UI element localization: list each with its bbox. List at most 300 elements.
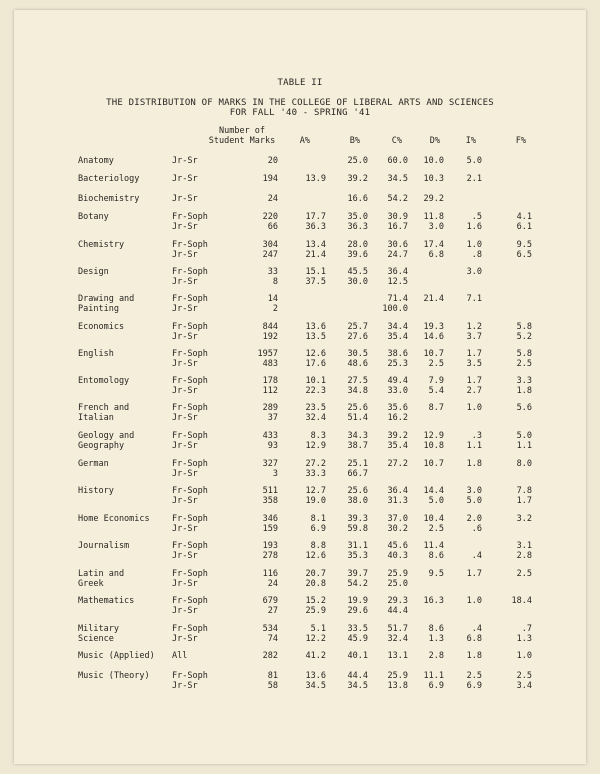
value-b: 39.3 bbox=[347, 514, 368, 524]
table-subtitle: FOR FALL '40 - SPRING '41 bbox=[229, 108, 371, 118]
cell-c bbox=[364, 569, 408, 589]
class-group-value: Fr-Soph bbox=[172, 294, 208, 304]
value-a: 22.3 bbox=[305, 386, 326, 396]
class-group-value: Jr-Sr bbox=[172, 496, 198, 506]
header-f: F% bbox=[515, 136, 526, 146]
value-n: 844 bbox=[262, 322, 278, 332]
value-b: 45.9 bbox=[347, 634, 368, 644]
cell-n bbox=[228, 624, 278, 644]
class-group-value: Fr-Soph bbox=[172, 596, 208, 606]
value-c: 100.0 bbox=[382, 304, 408, 314]
subject-name bbox=[78, 240, 178, 250]
value-a: 19.0 bbox=[305, 496, 326, 506]
value-f bbox=[490, 469, 532, 479]
class-group bbox=[172, 349, 232, 369]
cell-a bbox=[280, 267, 326, 287]
value-n: 483 bbox=[262, 359, 278, 369]
value-a: 12.6 bbox=[305, 349, 326, 359]
value-i bbox=[446, 413, 482, 423]
class-group-value: Jr-Sr bbox=[172, 174, 198, 184]
value-b: 36.3 bbox=[347, 222, 368, 232]
value-a: 12.9 bbox=[305, 441, 326, 451]
value-d: 2.8 bbox=[428, 651, 444, 661]
value-i bbox=[446, 469, 482, 479]
value-d: 8.6 bbox=[428, 624, 444, 634]
value-a: 27.2 bbox=[305, 459, 326, 469]
value-n: 81 bbox=[267, 671, 278, 681]
value-n: 679 bbox=[262, 596, 278, 606]
value-f bbox=[490, 267, 532, 277]
value-c: 31.3 bbox=[387, 496, 408, 506]
subject-line: Italian bbox=[78, 413, 114, 423]
value-i bbox=[446, 606, 482, 616]
class-group-value: Fr-Soph bbox=[172, 212, 208, 222]
value-d: 14.6 bbox=[423, 332, 444, 342]
value-d: 8.7 bbox=[428, 403, 444, 413]
value-d: 6.8 bbox=[428, 250, 444, 260]
value-f bbox=[490, 579, 532, 589]
value-n: 37 bbox=[267, 413, 278, 423]
value-f: 4.1 bbox=[516, 212, 532, 222]
value-a: 17.6 bbox=[305, 359, 326, 369]
value-b: 30.0 bbox=[347, 277, 368, 287]
value-d bbox=[404, 579, 444, 589]
value-a: 23.5 bbox=[305, 403, 326, 413]
value-d: 19.3 bbox=[423, 322, 444, 332]
subject-line: Bacteriology bbox=[78, 174, 140, 184]
cell-c bbox=[364, 403, 408, 423]
cell-d bbox=[404, 174, 444, 184]
cell-f bbox=[490, 267, 532, 287]
cell-d bbox=[404, 514, 444, 534]
subject-name bbox=[78, 376, 178, 386]
cell-b bbox=[326, 240, 368, 260]
class-group-value: Jr-Sr bbox=[172, 579, 198, 589]
value-d: 16.3 bbox=[423, 596, 444, 606]
value-i: 2.5 bbox=[466, 671, 482, 681]
value-i: .3 bbox=[471, 431, 482, 441]
value-a: 36.3 bbox=[305, 222, 326, 232]
value-c: 13.8 bbox=[387, 681, 408, 691]
value-b: 31.1 bbox=[347, 541, 368, 551]
cell-a bbox=[280, 514, 326, 534]
value-c: 39.2 bbox=[387, 431, 408, 441]
value-d bbox=[404, 277, 444, 287]
class-group-value: Fr-Soph bbox=[172, 514, 208, 524]
value-c: 44.4 bbox=[387, 606, 408, 616]
value-d: 10.7 bbox=[423, 349, 444, 359]
value-n: 511 bbox=[262, 486, 278, 496]
class-group-value: Fr-Soph bbox=[172, 541, 208, 551]
value-a: 13.9 bbox=[305, 174, 326, 184]
cell-n bbox=[228, 596, 278, 616]
value-a bbox=[280, 194, 326, 204]
subject-line: History bbox=[78, 486, 114, 496]
class-group bbox=[172, 403, 232, 423]
class-group-value: Fr-Soph bbox=[172, 349, 208, 359]
value-f: 2.5 bbox=[516, 671, 532, 681]
cell-a bbox=[280, 156, 326, 166]
cell-b bbox=[326, 541, 368, 561]
cell-f bbox=[490, 376, 532, 396]
cell-f bbox=[490, 596, 532, 616]
cell-d bbox=[404, 349, 444, 369]
subject-line: Greek bbox=[78, 579, 104, 589]
cell-d bbox=[404, 267, 444, 287]
value-i: 5.0 bbox=[466, 156, 482, 166]
value-n: 20 bbox=[267, 156, 278, 166]
value-n: 304 bbox=[262, 240, 278, 250]
cell-i bbox=[446, 596, 482, 616]
cell-n bbox=[228, 240, 278, 260]
value-i: 3.0 bbox=[466, 486, 482, 496]
value-i: 1.0 bbox=[466, 240, 482, 250]
value-b: 27.6 bbox=[347, 332, 368, 342]
cell-f bbox=[490, 486, 532, 506]
value-i: 3.7 bbox=[466, 332, 482, 342]
header-b: B% bbox=[349, 136, 360, 146]
class-group-value: Jr-Sr bbox=[172, 634, 198, 644]
subject-line: German bbox=[78, 459, 109, 469]
value-n: 433 bbox=[262, 431, 278, 441]
subject-line: Painting bbox=[78, 304, 119, 314]
class-group-value: Jr-Sr bbox=[172, 469, 198, 479]
value-c: 33.0 bbox=[387, 386, 408, 396]
cell-b bbox=[326, 174, 368, 184]
cell-c bbox=[364, 651, 408, 661]
class-group bbox=[172, 267, 232, 287]
value-i: .4 bbox=[471, 624, 482, 634]
value-n: 346 bbox=[262, 514, 278, 524]
subject-name bbox=[78, 486, 178, 496]
value-c: 16.2 bbox=[387, 413, 408, 423]
cell-i bbox=[446, 240, 482, 260]
value-d: 3.0 bbox=[428, 222, 444, 232]
cell-f bbox=[490, 349, 532, 369]
subject-line: Home Economics bbox=[78, 514, 150, 524]
cell-i bbox=[446, 671, 482, 691]
header-count-line2: Student Marks bbox=[208, 136, 276, 146]
class-group bbox=[172, 514, 232, 534]
cell-i bbox=[446, 194, 482, 204]
class-group bbox=[172, 486, 232, 506]
value-f bbox=[490, 606, 532, 616]
value-a: 17.7 bbox=[305, 212, 326, 222]
cell-n bbox=[228, 349, 278, 369]
cell-c bbox=[364, 514, 408, 534]
value-n: 278 bbox=[262, 551, 278, 561]
value-c bbox=[364, 469, 408, 479]
class-group bbox=[172, 194, 232, 204]
value-d: 7.9 bbox=[428, 376, 444, 386]
cell-n bbox=[228, 212, 278, 232]
subject-line: Music (Applied) bbox=[78, 651, 155, 661]
class-group-value: Jr-Sr bbox=[172, 413, 198, 423]
value-c: 36.4 bbox=[387, 267, 408, 277]
value-i bbox=[446, 304, 482, 314]
cell-a bbox=[280, 671, 326, 691]
class-group-value: Jr-Sr bbox=[172, 524, 198, 534]
value-a: 12.7 bbox=[305, 486, 326, 496]
value-b: 16.6 bbox=[347, 194, 368, 204]
cell-d bbox=[404, 322, 444, 342]
cell-d bbox=[404, 651, 444, 661]
class-group-value: Fr-Soph bbox=[172, 267, 208, 277]
value-a: 37.5 bbox=[305, 277, 326, 287]
value-d: 8.6 bbox=[428, 551, 444, 561]
value-a: 33.3 bbox=[305, 469, 326, 479]
class-group-value: Jr-Sr bbox=[172, 359, 198, 369]
value-i: 1.7 bbox=[466, 376, 482, 386]
cell-a bbox=[280, 194, 326, 204]
value-n: 116 bbox=[262, 569, 278, 579]
class-group-value: Jr-Sr bbox=[172, 386, 198, 396]
value-c: 34.5 bbox=[387, 174, 408, 184]
value-a: 13.6 bbox=[305, 322, 326, 332]
cell-c bbox=[364, 376, 408, 396]
class-group-value: Jr-Sr bbox=[172, 156, 198, 166]
cell-b bbox=[326, 514, 368, 534]
value-c: 35.4 bbox=[387, 441, 408, 451]
cell-a bbox=[280, 596, 326, 616]
cell-b bbox=[326, 671, 368, 691]
value-i: 1.8 bbox=[466, 459, 482, 469]
cell-n bbox=[228, 294, 278, 314]
subject-line: Geology and bbox=[78, 431, 135, 441]
header-count-line1: Number of bbox=[218, 126, 266, 136]
value-f: 5.2 bbox=[516, 332, 532, 342]
cell-c bbox=[364, 322, 408, 342]
class-group-value: Fr-Soph bbox=[172, 671, 208, 681]
subject-line: Geography bbox=[78, 441, 125, 451]
cell-d bbox=[404, 240, 444, 260]
cell-c bbox=[364, 294, 408, 314]
cell-d bbox=[404, 541, 444, 561]
value-b: 34.3 bbox=[347, 431, 368, 441]
value-n: 8 bbox=[272, 277, 278, 287]
class-group-value: Jr-Sr bbox=[172, 277, 198, 287]
cell-n bbox=[228, 267, 278, 287]
value-a: 8.8 bbox=[310, 541, 326, 551]
class-group bbox=[172, 294, 232, 314]
value-f: .7 bbox=[521, 624, 532, 634]
value-i: 1.0 bbox=[466, 596, 482, 606]
value-f: 1.7 bbox=[516, 496, 532, 506]
value-i: 3.0 bbox=[466, 267, 482, 277]
value-d: 29.2 bbox=[423, 194, 444, 204]
cell-n bbox=[228, 376, 278, 396]
cell-b bbox=[326, 569, 368, 589]
value-b: 66.7 bbox=[347, 469, 368, 479]
value-d: 10.0 bbox=[423, 156, 444, 166]
cell-d bbox=[404, 212, 444, 232]
cell-a bbox=[280, 174, 326, 184]
class-group-value: Fr-Soph bbox=[172, 459, 208, 469]
value-i: 7.1 bbox=[466, 294, 482, 304]
value-b: 29.6 bbox=[347, 606, 368, 616]
value-i: 2.1 bbox=[466, 174, 482, 184]
class-group bbox=[172, 624, 232, 644]
value-a: 34.5 bbox=[305, 681, 326, 691]
subject-name bbox=[78, 212, 178, 222]
value-b: 38.0 bbox=[347, 496, 368, 506]
value-n: 74 bbox=[267, 634, 278, 644]
subject-name bbox=[78, 156, 178, 166]
cell-i bbox=[446, 541, 482, 561]
cell-b bbox=[326, 267, 368, 287]
value-i: 6.9 bbox=[466, 681, 482, 691]
cell-i bbox=[446, 349, 482, 369]
value-a: 41.2 bbox=[305, 651, 326, 661]
subject-line: Science bbox=[78, 634, 114, 644]
value-f: 5.0 bbox=[516, 431, 532, 441]
cell-c bbox=[364, 194, 408, 204]
value-d: 14.4 bbox=[423, 486, 444, 496]
value-i: 1.6 bbox=[466, 222, 482, 232]
value-b: 25.1 bbox=[347, 459, 368, 469]
subject-name bbox=[78, 651, 178, 661]
value-n: 220 bbox=[262, 212, 278, 222]
cell-d bbox=[404, 294, 444, 314]
class-group-value: Jr-Sr bbox=[172, 606, 198, 616]
cell-b bbox=[326, 349, 368, 369]
value-n: 358 bbox=[262, 496, 278, 506]
value-d bbox=[404, 304, 444, 314]
subject-name bbox=[78, 671, 178, 681]
cell-b bbox=[326, 596, 368, 616]
subject-line: English bbox=[78, 349, 114, 359]
cell-c bbox=[364, 267, 408, 287]
value-f bbox=[490, 156, 532, 166]
value-a: 13.5 bbox=[305, 332, 326, 342]
value-d: 17.4 bbox=[423, 240, 444, 250]
value-b: 39.2 bbox=[347, 174, 368, 184]
class-group bbox=[172, 376, 232, 396]
cell-a bbox=[280, 322, 326, 342]
cell-c bbox=[364, 431, 408, 451]
value-a: 20.7 bbox=[305, 569, 326, 579]
cell-b bbox=[326, 212, 368, 232]
cell-a bbox=[280, 403, 326, 423]
cell-d bbox=[404, 376, 444, 396]
cell-i bbox=[446, 486, 482, 506]
subject-line: Chemistry bbox=[78, 240, 125, 250]
value-i: 1.1 bbox=[466, 441, 482, 451]
value-i: 6.8 bbox=[466, 634, 482, 644]
value-a: 10.1 bbox=[305, 376, 326, 386]
value-c: 54.2 bbox=[387, 194, 408, 204]
class-group bbox=[172, 240, 232, 260]
cell-c bbox=[364, 240, 408, 260]
value-d: 21.4 bbox=[423, 294, 444, 304]
value-b: 25.0 bbox=[347, 156, 368, 166]
value-f: 6.5 bbox=[516, 250, 532, 260]
subject-line: French and bbox=[78, 403, 130, 413]
subject-line: Design bbox=[78, 267, 109, 277]
header-d: D% bbox=[429, 136, 440, 146]
value-c: 29.3 bbox=[387, 596, 408, 606]
value-f bbox=[490, 277, 532, 287]
cell-i bbox=[446, 322, 482, 342]
class-group-value: Jr-Sr bbox=[172, 304, 198, 314]
value-b: 45.5 bbox=[347, 267, 368, 277]
class-group-value: Jr-Sr bbox=[172, 551, 198, 561]
cell-a bbox=[280, 376, 326, 396]
value-f: 3.4 bbox=[516, 681, 532, 691]
subject-name bbox=[78, 403, 178, 423]
value-i: 1.8 bbox=[466, 651, 482, 661]
cell-i bbox=[446, 174, 482, 184]
value-f: 5.8 bbox=[516, 322, 532, 332]
value-n: 14 bbox=[267, 294, 278, 304]
value-b: 39.7 bbox=[347, 569, 368, 579]
class-group-value: Jr-Sr bbox=[172, 194, 198, 204]
cell-c bbox=[364, 624, 408, 644]
value-d: 10.7 bbox=[423, 459, 444, 469]
cell-d bbox=[404, 671, 444, 691]
cell-d bbox=[404, 569, 444, 589]
cell-d bbox=[404, 431, 444, 451]
cell-d bbox=[404, 156, 444, 166]
header-i: I% bbox=[465, 136, 476, 146]
value-d: 11.1 bbox=[423, 671, 444, 681]
subject-name bbox=[78, 514, 178, 524]
value-n: 193 bbox=[262, 541, 278, 551]
subject-line: Mathematics bbox=[78, 596, 135, 606]
cell-b bbox=[326, 376, 368, 396]
cell-a bbox=[280, 212, 326, 232]
cell-b bbox=[326, 486, 368, 506]
cell-n bbox=[228, 569, 278, 589]
class-group bbox=[172, 541, 232, 561]
value-b: 44.4 bbox=[347, 671, 368, 681]
value-n: 58 bbox=[267, 681, 278, 691]
value-i: 1.7 bbox=[466, 569, 482, 579]
value-c: 30.9 bbox=[387, 212, 408, 222]
cell-n bbox=[228, 322, 278, 342]
value-c: 40.3 bbox=[387, 551, 408, 561]
cell-n bbox=[228, 486, 278, 506]
class-group-value: Fr-Soph bbox=[172, 376, 208, 386]
value-c: 35.4 bbox=[387, 332, 408, 342]
class-group-value: Jr-Sr bbox=[172, 441, 198, 451]
value-a: 13.6 bbox=[305, 671, 326, 681]
value-i bbox=[446, 579, 482, 589]
cell-a bbox=[280, 569, 326, 589]
cell-n bbox=[228, 459, 278, 479]
value-i: 1.0 bbox=[466, 403, 482, 413]
value-b: 38.7 bbox=[347, 441, 368, 451]
value-f bbox=[490, 174, 532, 184]
value-f: 1.3 bbox=[516, 634, 532, 644]
value-a: 20.8 bbox=[305, 579, 326, 589]
subject-name bbox=[78, 459, 178, 469]
value-b: 54.2 bbox=[347, 579, 368, 589]
subject-name bbox=[78, 349, 178, 359]
value-i: .6 bbox=[471, 524, 482, 534]
value-c: 30.6 bbox=[387, 240, 408, 250]
cell-n bbox=[228, 174, 278, 184]
value-n: 247 bbox=[262, 250, 278, 260]
cell-d bbox=[404, 194, 444, 204]
class-group-value: Jr-Sr bbox=[172, 681, 198, 691]
value-b: 25.7 bbox=[347, 322, 368, 332]
cell-a bbox=[280, 459, 326, 479]
cell-f bbox=[490, 212, 532, 232]
value-d bbox=[404, 413, 444, 423]
value-n: 282 bbox=[262, 651, 278, 661]
value-c: 60.0 bbox=[387, 156, 408, 166]
